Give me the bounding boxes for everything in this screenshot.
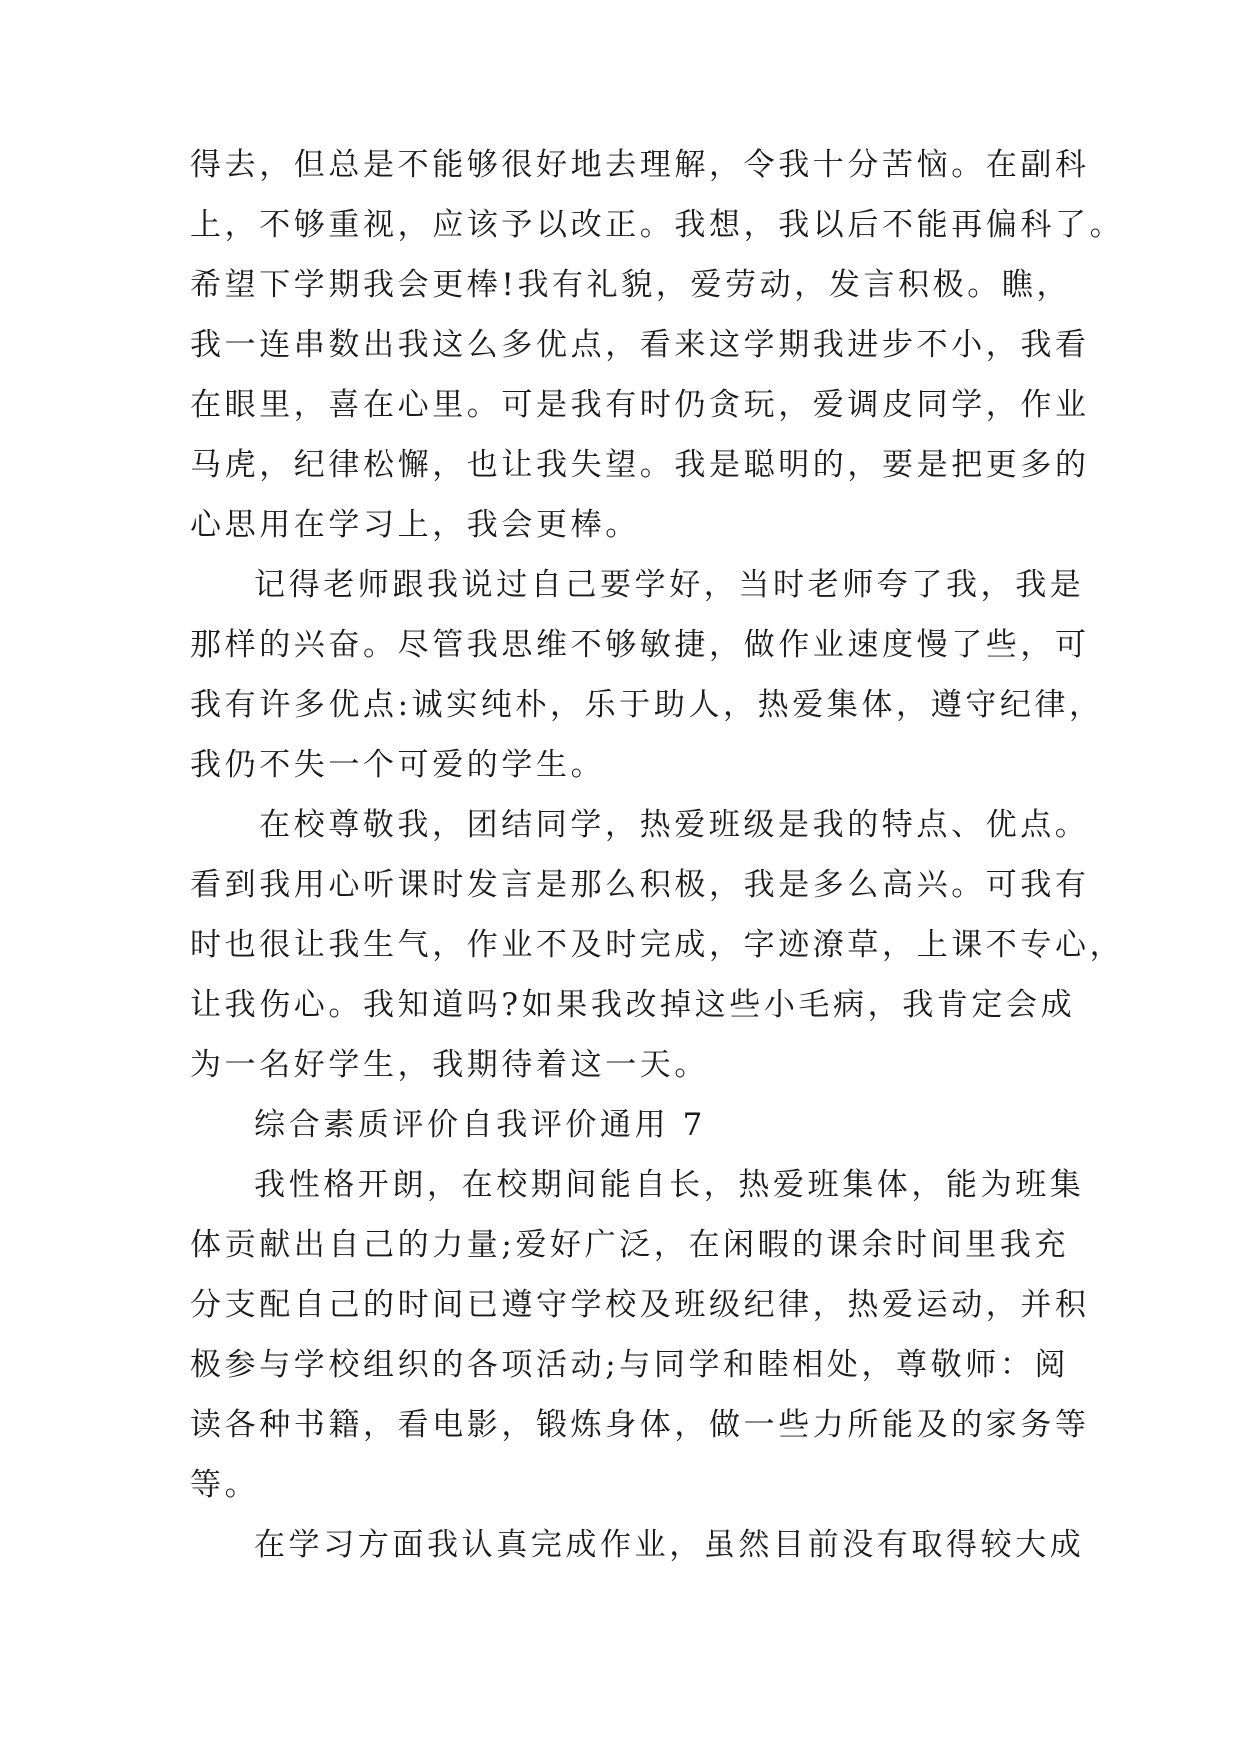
text-line: 希望下学期我会更棒!我有礼貌，爱劳动，发言积极。瞧，	[190, 267, 1072, 303]
paragraph-first-line: 在学习方面我认真完成作业，虽然目前没有取得较大成	[254, 1527, 1085, 1563]
text-line: 读各种书籍，看电影，锻炼身体，做一些力所能及的家务等	[190, 1407, 1090, 1443]
text-line: 分支配自己的时间已遵守学校及班级纪律，热爱运动，并积	[190, 1287, 1090, 1323]
text-line: 等。	[190, 1467, 260, 1503]
paragraph-first-line: 在校尊敬我，团结同学，热爱班级是我的特点、优点。	[259, 807, 1090, 843]
text-line: 看到我用心听课时发言是那么积极，我是多么高兴。可我有	[190, 867, 1090, 903]
text-line: 为一名好学生，我期待着这一天。	[190, 1047, 709, 1083]
section-heading: 综合素质评价自我评价通用 7	[254, 1107, 706, 1143]
text-line: 在眼里，喜在心里。可是我有时仍贪玩，爱调皮同学，作业	[190, 387, 1090, 423]
text-line: 我一连串数出我这么多优点，看来这学期我进步不小，我看	[190, 327, 1090, 363]
text-line: 上，不够重视，应该予以改正。我想，我以后不能再偏科了。	[190, 207, 1125, 243]
paragraph-first-line: 我性格开朗，在校期间能自长，热爱班集体，能为班集	[254, 1167, 1085, 1203]
text-line: 我有许多优点:诚实纯朴，乐于助人，热爱集体，遵守纪律，	[190, 687, 1104, 723]
text-line: 我仍不失一个可爱的学生。	[190, 747, 606, 783]
text-line: 极参与学校组织的各项活动;与同学和睦相处，尊敬师：阅	[190, 1347, 1070, 1383]
text-line: 时也很让我生气，作业不及时完成，字迹潦草，上课不专心，	[190, 927, 1125, 963]
text-line: 心思用在学习上，我会更棒。	[190, 507, 640, 543]
text-line: 那样的兴奋。尽管我思维不够敏捷，做作业速度慢了些，可	[190, 627, 1090, 663]
text-line: 体贡献出自己的力量;爱好广泛，在闲暇的课余时间里我充	[190, 1227, 1070, 1263]
text-line: 得去，但总是不能够很好地去理解，令我十分苦恼。在副科	[190, 147, 1090, 183]
text-line: 马虎，纪律松懈，也让我失望。我是聪明的，要是把更多的	[190, 447, 1090, 483]
text-line: 让我伤心。我知道吗?如果我改掉这些小毛病，我肯定会成	[190, 987, 1076, 1023]
paragraph-first-line: 记得老师跟我说过自己要学好，当时老师夸了我，我是	[254, 567, 1085, 603]
